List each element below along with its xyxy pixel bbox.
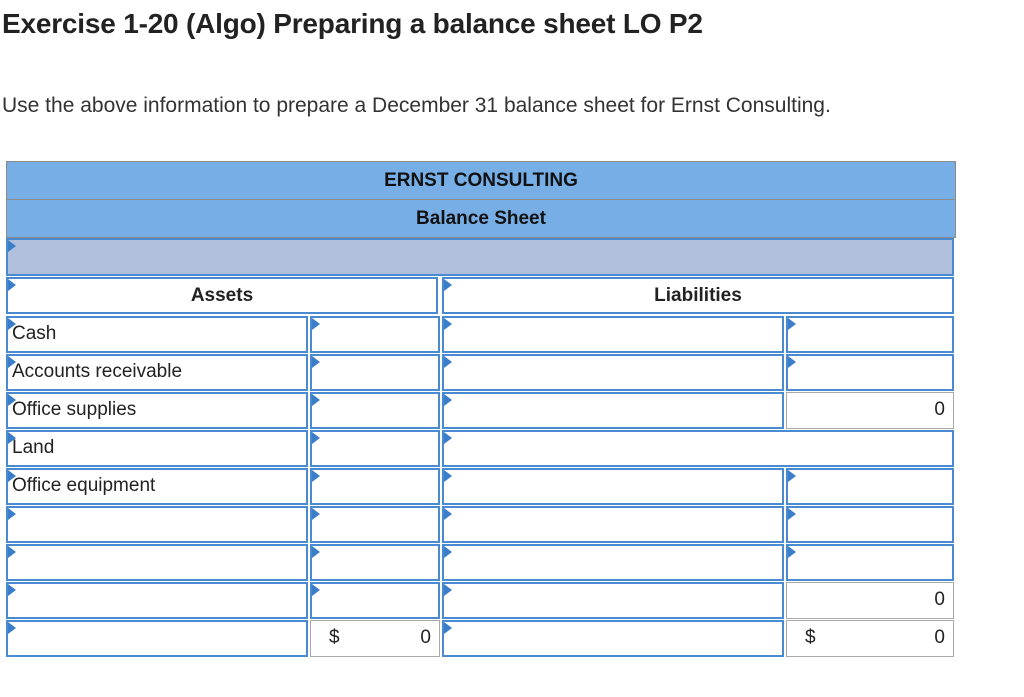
asset-label: Accounts receivable	[12, 361, 183, 382]
asset-label-dropdown-8[interactable]	[6, 582, 308, 619]
asset-label-dropdown-7[interactable]	[6, 544, 308, 581]
liability-amount-input-2[interactable]	[786, 354, 954, 391]
exercise-title: Exercise 1-20 (Algo) Preparing a balance sheet LO P2	[2, 8, 703, 39]
liabilities-header-label: Liabilities	[654, 285, 742, 306]
input-marker-icon	[788, 508, 796, 520]
dropdown-marker-icon	[444, 356, 452, 368]
asset-label-dropdown-4[interactable]	[6, 430, 308, 467]
dropdown-marker-icon	[444, 546, 452, 558]
liability-subtotal	[786, 392, 954, 429]
asset-amount-input-2[interactable]	[310, 354, 440, 391]
liability-subtotal-value: 0	[934, 589, 945, 610]
asset-label-dropdown-5[interactable]	[6, 468, 308, 505]
assets-header-dropdown[interactable]	[6, 277, 438, 314]
liability-label-dropdown-6[interactable]	[442, 506, 784, 543]
liability-label-dropdown-1[interactable]	[442, 316, 784, 353]
asset-label: Office supplies	[12, 399, 137, 420]
asset-label-dropdown-6[interactable]	[6, 506, 308, 543]
total-assets	[310, 620, 440, 657]
assets-header-label: Assets	[190, 285, 254, 306]
asset-amount-input-7[interactable]	[310, 544, 440, 581]
asset-label: Land	[12, 437, 55, 458]
liability-amount-input-6[interactable]	[786, 506, 954, 543]
currency-symbol: $	[805, 627, 816, 648]
dropdown-marker-icon	[8, 508, 16, 520]
statement-title-header: Balance Sheet	[6, 199, 956, 238]
asset-amount-input-1[interactable]	[310, 316, 440, 353]
asset-label-dropdown-2[interactable]	[6, 354, 308, 391]
liability-label-dropdown-2[interactable]	[442, 354, 784, 391]
input-marker-icon	[788, 318, 796, 330]
asset-amount-input-3[interactable]	[310, 392, 440, 429]
asset-label-dropdown-3[interactable]	[6, 392, 308, 429]
dropdown-marker-icon	[8, 279, 16, 291]
balance-sheet-form	[6, 161, 956, 658]
liability-amount-input-1[interactable]	[786, 316, 954, 353]
asset-amount-input-6[interactable]	[310, 506, 440, 543]
liability-amount-input-5[interactable]	[786, 468, 954, 505]
liability-label-dropdown-8[interactable]	[442, 582, 784, 619]
input-marker-icon	[788, 546, 796, 558]
liability-subtotal-value: 0	[934, 399, 945, 420]
dropdown-marker-icon	[444, 432, 452, 444]
input-marker-icon	[788, 470, 796, 482]
dropdown-marker-icon	[8, 584, 16, 596]
currency-symbol: $	[329, 627, 340, 648]
input-marker-icon	[312, 394, 320, 406]
dropdown-marker-icon	[8, 546, 16, 558]
input-marker-icon	[312, 470, 320, 482]
input-marker-icon	[312, 432, 320, 444]
asset-amount-input-8[interactable]	[310, 582, 440, 619]
input-marker-icon	[312, 546, 320, 558]
input-marker-icon	[312, 318, 320, 330]
liability-amount-input-7[interactable]	[786, 544, 954, 581]
dropdown-marker-icon	[444, 279, 452, 291]
dropdown-marker-icon	[8, 622, 16, 634]
dropdown-marker-icon	[8, 240, 16, 252]
dropdown-marker-icon	[444, 584, 452, 596]
equity-header-dropdown[interactable]	[442, 430, 954, 467]
asset-label-dropdown-1[interactable]	[6, 316, 308, 353]
instructions-text: Use the above information to prepare a December 31 balance sheet for Ernst Consulting.	[2, 94, 831, 117]
dropdown-marker-icon	[444, 470, 452, 482]
total-liabilities-equity-label-dropdown[interactable]	[442, 620, 784, 657]
liability-label-dropdown-5[interactable]	[442, 468, 784, 505]
input-marker-icon	[312, 508, 320, 520]
input-marker-icon	[312, 356, 320, 368]
dropdown-marker-icon	[444, 318, 452, 330]
liability-label-dropdown-7[interactable]	[442, 544, 784, 581]
company-name-header: ERNST CONSULTING	[6, 161, 956, 200]
asset-label: Cash	[12, 323, 57, 344]
total-liabilities-equity	[786, 620, 954, 657]
asset-amount-input-4[interactable]	[310, 430, 440, 467]
input-marker-icon	[312, 584, 320, 596]
total-assets-label-dropdown[interactable]	[6, 620, 308, 657]
dropdown-marker-icon	[444, 508, 452, 520]
asset-label: Office equipment	[12, 475, 156, 496]
asset-amount-input-5[interactable]	[310, 468, 440, 505]
dropdown-marker-icon	[444, 622, 452, 634]
total-liabilities-equity-value: 0	[934, 627, 945, 648]
input-marker-icon	[788, 356, 796, 368]
liability-label-dropdown-3[interactable]	[442, 392, 784, 429]
liability-subtotal	[786, 582, 954, 619]
total-assets-value: 0	[420, 627, 431, 648]
liabilities-header-dropdown[interactable]	[442, 277, 954, 314]
date-dropdown[interactable]	[6, 238, 954, 276]
dropdown-marker-icon	[444, 394, 452, 406]
